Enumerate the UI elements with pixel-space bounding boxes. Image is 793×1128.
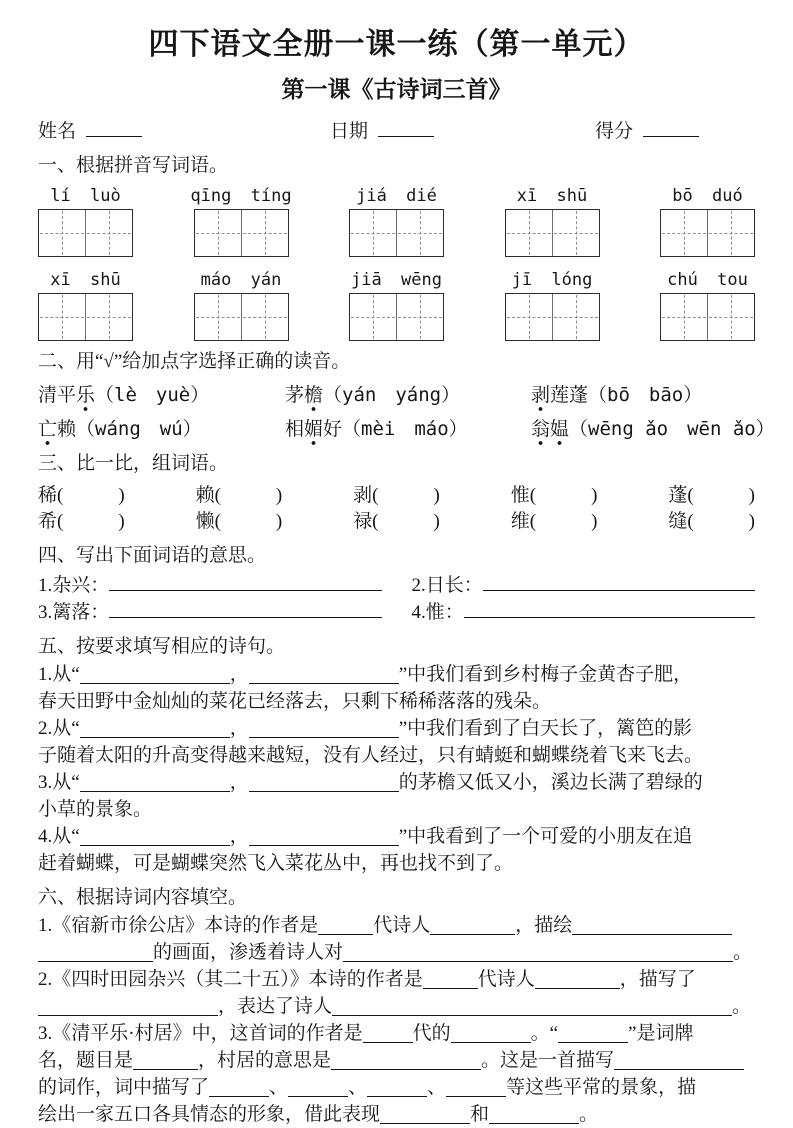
meaning-item xyxy=(412,599,756,626)
word-compare-item: 维( ) xyxy=(510,511,598,532)
meaning-label: 4.惟： xyxy=(411,602,464,623)
name-field xyxy=(38,118,330,145)
tianzige-box xyxy=(38,293,133,341)
tianzige-cell xyxy=(85,294,132,340)
word-compare-row-1 xyxy=(38,483,755,509)
pronunciation-options: （lè yuè） xyxy=(95,384,210,406)
worksheet-line: 的画面，渗透着诗人对 。 xyxy=(38,939,755,966)
answer-blank xyxy=(318,919,373,935)
pronunciation-options: （wēng ǎo wēn ǎo） xyxy=(569,418,775,440)
pinyin-label: qīng tíng xyxy=(190,186,292,206)
answer-blank xyxy=(80,776,230,792)
answer-blank xyxy=(331,1054,481,1070)
worksheet-line: 名，题目是 ，村居的意思是 。这是一首描写 xyxy=(38,1047,755,1074)
pinyin-word xyxy=(190,184,292,257)
worksheet-line: 4.从“ ， ”中我看到了一个可爱的小朋友在追 xyxy=(38,826,693,847)
dotted-char: 亡 xyxy=(38,418,57,446)
tianzige-box xyxy=(194,209,289,257)
tianzige-box xyxy=(38,209,133,257)
tianzige-cell xyxy=(241,294,288,340)
worksheet-line: 的词作，词中描写了 、 、 、 等这些平常的景象，描 xyxy=(38,1077,697,1098)
tianzige-box xyxy=(349,209,444,257)
answer-blank xyxy=(464,602,755,618)
paren-gap xyxy=(694,525,749,527)
answer-blank xyxy=(363,1027,413,1043)
word-compare-item: 稀( ) xyxy=(38,485,125,506)
answer-blank xyxy=(423,973,478,989)
dotted-char: 乐 xyxy=(76,384,95,412)
answer-blank xyxy=(38,946,153,962)
pinyin-word xyxy=(38,184,133,257)
paren-gap xyxy=(536,499,591,501)
word-compare-item: 蓬( ) xyxy=(668,485,755,506)
meaning-item xyxy=(38,572,382,599)
date-field xyxy=(330,118,595,145)
meaning-item xyxy=(412,572,756,599)
section-2-heading: 二、用“√”给加点字选择正确的读音。 xyxy=(38,351,351,372)
worksheet-line: 春天田野中金灿灿的菜花已经落去，只剩下稀稀落落的残朵。 xyxy=(38,691,552,712)
word-compare-row-2 xyxy=(38,509,755,535)
tianzige-cell xyxy=(350,210,396,256)
pronunciation-text: 相 xyxy=(285,418,305,440)
tianzige-cell xyxy=(506,210,552,256)
answer-blank xyxy=(109,602,381,618)
answer-blank xyxy=(133,1054,198,1070)
tianzige-cell xyxy=(39,210,85,256)
meanings-grid xyxy=(38,572,755,626)
pronunciation-options: （yán yáng） xyxy=(323,384,461,406)
paren-gap xyxy=(536,525,591,527)
pinyin-word xyxy=(38,268,133,341)
answer-blank xyxy=(249,830,399,846)
pronunciation-row-2 xyxy=(38,415,775,443)
meaning-item xyxy=(38,599,382,626)
date-label: 日期 xyxy=(330,121,369,142)
pinyin-label: xī shū xyxy=(516,186,588,206)
tianzige-cell xyxy=(552,294,599,340)
answer-blank xyxy=(38,1000,218,1016)
pronunciation-item xyxy=(285,415,531,443)
answer-blank xyxy=(249,668,399,684)
word-compare-item: 惟( ) xyxy=(510,485,598,506)
pronunciation-item xyxy=(531,381,755,409)
lesson-subtitle: 第一课《古诗词三首》 xyxy=(281,76,512,102)
tianzige-cell xyxy=(350,294,396,340)
header-fields xyxy=(38,118,755,145)
pronunciation-item xyxy=(38,381,285,409)
score-blank xyxy=(643,121,699,137)
pinyin-label: jī lóng xyxy=(511,270,593,290)
score-field xyxy=(595,118,755,145)
pronunciation-item xyxy=(38,415,285,443)
paren-gap xyxy=(63,525,118,527)
paren-gap xyxy=(221,525,276,527)
score-label: 得分 xyxy=(595,121,634,142)
answer-blank xyxy=(249,722,399,738)
tianzige-cell xyxy=(195,210,241,256)
paren-gap xyxy=(694,499,749,501)
name-label: 姓名 xyxy=(38,121,77,142)
pinyin-label: máo yán xyxy=(200,270,282,290)
worksheet-line: 1.《宿新市徐公店》本诗的作者是 代诗人 ，描绘 xyxy=(38,912,755,939)
pronunciation-row-1 xyxy=(38,381,755,409)
worksheet-line: ，表达了诗人 。 xyxy=(38,993,755,1020)
section-5-heading: 五、按要求填写相应的诗句。 xyxy=(38,636,286,657)
tianzige-cell xyxy=(661,210,707,256)
pinyin-grid-row-1 xyxy=(38,184,755,257)
pinyin-word xyxy=(660,184,755,257)
answer-blank xyxy=(572,919,732,935)
pronunciation-item xyxy=(531,415,775,443)
section-4-heading: 四、写出下面词语的意思。 xyxy=(38,545,267,566)
pinyin-label: bō duó xyxy=(672,186,743,206)
answer-blank xyxy=(209,1081,269,1097)
tianzige-cell xyxy=(506,294,552,340)
worksheet-line: 3.《清平乐·村居》中，这首词的作者是 代的 。“ ”是词牌 xyxy=(38,1023,694,1044)
dotted-char: 媚 xyxy=(304,418,323,446)
name-blank xyxy=(86,121,142,137)
paren-gap xyxy=(378,525,433,527)
pinyin-word xyxy=(505,184,600,257)
answer-blank xyxy=(483,575,755,591)
page-title: 四下语文全册一课一练（第一单元） xyxy=(148,28,645,61)
tianzige-cell xyxy=(39,294,85,340)
pinyin-label: chú tou xyxy=(667,270,748,290)
worksheet-line: 2.《四时田园杂兴（其二十五）》本诗的作者是 代诗人 ，描写了 xyxy=(38,969,696,990)
pinyin-label: jiā wēng xyxy=(351,270,442,290)
dotted-char: 剥 xyxy=(531,384,550,412)
word-compare-item: 禄( ) xyxy=(353,511,440,532)
pinyin-label: lí luò xyxy=(50,186,121,206)
pronunciation-options: 赖（wáng wú） xyxy=(57,418,202,440)
paren-gap xyxy=(378,499,433,501)
answer-blank xyxy=(367,1081,427,1097)
answer-blank xyxy=(249,776,399,792)
section-3-heading: 三、比一比，组词语。 xyxy=(38,453,229,474)
pinyin-word xyxy=(349,268,444,341)
tianzige-cell xyxy=(552,210,599,256)
meaning-label: 2.日长： xyxy=(411,575,483,596)
tianzige-box xyxy=(505,293,600,341)
worksheet-line: 小草的景象。 xyxy=(38,799,153,820)
answer-blank xyxy=(446,1081,506,1097)
worksheet-line: 2.从“ ， ”中我们看到了白天长了，篱笆的影 xyxy=(38,718,693,739)
pinyin-word xyxy=(660,268,755,341)
answer-blank xyxy=(80,722,230,738)
worksheet-line: 绘出一家五口各具情态的形象，借此表现 和 。 xyxy=(38,1104,599,1125)
worksheet-line: 子随着太阳的升高变得越来越短，没有人经过，只有蜻蜓和蝴蝶绕着飞来飞去。 xyxy=(38,745,704,766)
tianzige-cell xyxy=(241,210,288,256)
word-compare-item: 缝( ) xyxy=(668,511,755,532)
dotted-char: 翁媪 xyxy=(531,418,569,446)
word-compare-item: 赖( ) xyxy=(195,485,283,506)
tianzige-cell xyxy=(396,210,443,256)
pronunciation-text: 茅 xyxy=(285,384,305,406)
pinyin-label: jiá dié xyxy=(356,186,437,206)
meaning-label: 3.篱落： xyxy=(38,602,110,623)
paren-gap xyxy=(221,499,276,501)
answer-blank xyxy=(332,1000,732,1016)
tianzige-cell xyxy=(85,210,132,256)
tianzige-cell xyxy=(661,294,707,340)
pronunciation-text: 清平 xyxy=(38,384,77,406)
paren-gap xyxy=(63,499,118,501)
answer-blank xyxy=(109,575,381,591)
answer-blank xyxy=(558,1027,628,1043)
answer-blank xyxy=(451,1027,531,1043)
pronunciation-options: 好（mèi máo） xyxy=(323,418,468,440)
tianzige-box xyxy=(505,209,600,257)
tianzige-box xyxy=(194,293,289,341)
answer-blank xyxy=(288,1081,348,1097)
pinyin-label: xī shū xyxy=(50,270,121,290)
tianzige-cell xyxy=(707,294,754,340)
tianzige-box xyxy=(660,209,755,257)
answer-blank xyxy=(80,830,230,846)
tianzige-box xyxy=(349,293,444,341)
dotted-char: 檐 xyxy=(304,384,323,412)
pinyin-word xyxy=(505,268,600,341)
tianzige-cell xyxy=(195,294,241,340)
pinyin-word xyxy=(349,184,444,257)
meaning-label: 1.杂兴： xyxy=(38,575,110,596)
answer-blank xyxy=(535,973,620,989)
word-compare-item: 懒( ) xyxy=(195,511,283,532)
pinyin-grid-row-2 xyxy=(38,268,755,341)
section-6-heading: 六、根据诗词内容填空。 xyxy=(38,887,248,908)
tianzige-cell xyxy=(396,294,443,340)
pronunciation-options: 莲蓬（bō bāo） xyxy=(550,384,703,406)
word-compare-item: 剥( ) xyxy=(353,485,440,506)
date-blank xyxy=(378,121,434,137)
pronunciation-item xyxy=(285,381,531,409)
tianzige-cell xyxy=(707,210,754,256)
worksheet-line: 1.从“ ， ”中我们看到乡村梅子金黄杏子肥， xyxy=(38,664,693,685)
answer-blank xyxy=(430,919,515,935)
answer-blank xyxy=(614,1054,744,1070)
worksheet-line: 赶着蝴蝶，可是蝴蝶突然飞入菜花丛中，再也找不到了。 xyxy=(38,853,514,874)
section-1-heading: 一、根据拼音写词语。 xyxy=(38,155,229,176)
worksheet-line: 3.从“ ， 的茅檐又低又小，溪边长满了碧绿的 xyxy=(38,772,703,793)
answer-blank xyxy=(343,946,733,962)
word-compare-item: 希( ) xyxy=(38,511,125,532)
answer-blank xyxy=(80,668,230,684)
tianzige-box xyxy=(660,293,755,341)
pinyin-word xyxy=(194,268,289,341)
